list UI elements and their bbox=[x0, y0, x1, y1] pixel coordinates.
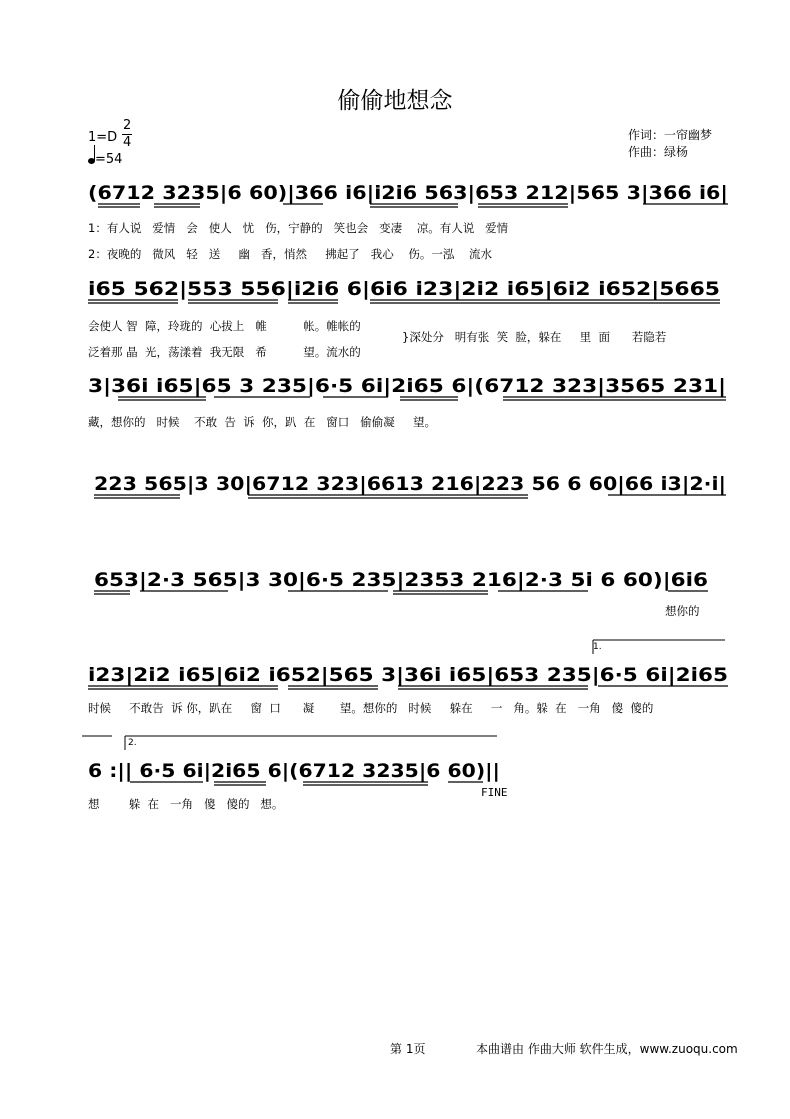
quarter-note-icon bbox=[88, 158, 95, 164]
music-line-6-svg bbox=[88, 657, 738, 697]
music-line-5 bbox=[88, 562, 728, 602]
music-line-3 bbox=[88, 368, 728, 408]
music-line-3-text: 3|36i i65|65 3 235|6·5 6i|2i65 6|(6712 323|3565 231| bbox=[88, 375, 726, 397]
lyric-line-3: 藏，想你的 时候 不敢 告 诉 你，趴 在 窗口 偷偷凝 望。 bbox=[88, 415, 437, 429]
time-signature-bottom: 4 bbox=[123, 135, 132, 150]
tempo-value: =54 bbox=[95, 152, 123, 167]
volta-first-label: 1. bbox=[593, 642, 602, 652]
music-line-4-svg bbox=[88, 466, 738, 506]
music-line-6 bbox=[88, 657, 728, 697]
lyric-line-2c: }深处分 明有张 笑 脸，躲在 里 面 若隐若 bbox=[402, 330, 667, 344]
music-line-1 bbox=[88, 175, 728, 215]
music-line-4 bbox=[88, 466, 728, 506]
lyric-line-7: 想 躲 在 一角 傻 傻的 想。 bbox=[88, 797, 284, 811]
music-line-5-svg bbox=[88, 562, 738, 602]
fine-marking: FINE bbox=[481, 786, 508, 799]
generator-credit: 本曲谱由 作曲大师 软件生成，www.zuoqu.com bbox=[476, 1042, 738, 1056]
volta-second-bracket bbox=[82, 735, 502, 751]
music-line-7-svg bbox=[88, 753, 738, 793]
page-number: 第 1页 bbox=[390, 1042, 426, 1056]
music-line-6-text: i23|2i2 i65|6i2 i652|565 3|36i i65|653 235|6·5 6i|2i65 bbox=[88, 664, 728, 686]
lyricist: 作词：一帘幽梦 bbox=[628, 128, 713, 142]
music-line-3-svg bbox=[88, 368, 738, 408]
lyric-line-5: 想你的 bbox=[665, 604, 700, 618]
lyric-line-1a: 1：有人说 爱情 会 使人 忧 伤，宁静的 笑也会 变凄 凉。有人说 爱情 bbox=[88, 221, 509, 235]
credits bbox=[628, 127, 712, 161]
lyric-line-2b: 泛着那 晶 光，荡漾着 我无限 希 望。流水的 bbox=[88, 345, 361, 359]
music-line-7-text: 6 :|| 6·5 6i|2i65 6|(6712 3235|6 60)|| bbox=[88, 760, 500, 782]
tempo-marking bbox=[88, 152, 122, 167]
music-line-2-text: i65 562|553 556|i2i6 6|6i6 i23|2i2 i65|6i2 i652|5665 bbox=[88, 278, 721, 300]
volta-first-bracket bbox=[592, 639, 726, 655]
key-signature: 1=D bbox=[88, 130, 118, 145]
time-signature bbox=[122, 118, 132, 151]
music-line-1-text: (6712 3235|6 60)|366 i6|i2i6 563|653 212|565 3|366 i6| bbox=[88, 182, 728, 204]
song-title: 偷偷地想念 bbox=[337, 88, 453, 114]
time-signature-top: 2 bbox=[123, 118, 132, 133]
music-line-2 bbox=[88, 271, 728, 311]
lyric-line-6: 时候 不敢告 诉 你，趴在 窗 口 凝 望。想你的 时候 躲在 一 角。躲 在 一角 傻 傻的 bbox=[88, 701, 654, 715]
composer: 作曲：绿杨 bbox=[628, 145, 689, 159]
lyric-line-2a: 会使人 智 障，玲珑的 心拔上 帷 帐。帷帐的 bbox=[88, 319, 361, 333]
music-line-4-text: 223 565|3 30|6712 323|6613 216|223 56 6 60|66 i3|2·i| bbox=[94, 473, 726, 495]
music-line-2-svg bbox=[88, 271, 738, 311]
lyric-line-1b: 2：夜晚的 微风 轻 送 幽 香，悄然 拂起了 我心 伤。一泓 流水 bbox=[88, 247, 492, 261]
volta-second-label: 2. bbox=[128, 738, 137, 748]
music-line-7 bbox=[88, 753, 728, 793]
music-line-5-text: 653|2·3 565|3 30|6·5 235|2353 216|2·3 5i 6 60)|6i6 bbox=[94, 569, 708, 591]
music-line-1-svg bbox=[88, 175, 738, 215]
